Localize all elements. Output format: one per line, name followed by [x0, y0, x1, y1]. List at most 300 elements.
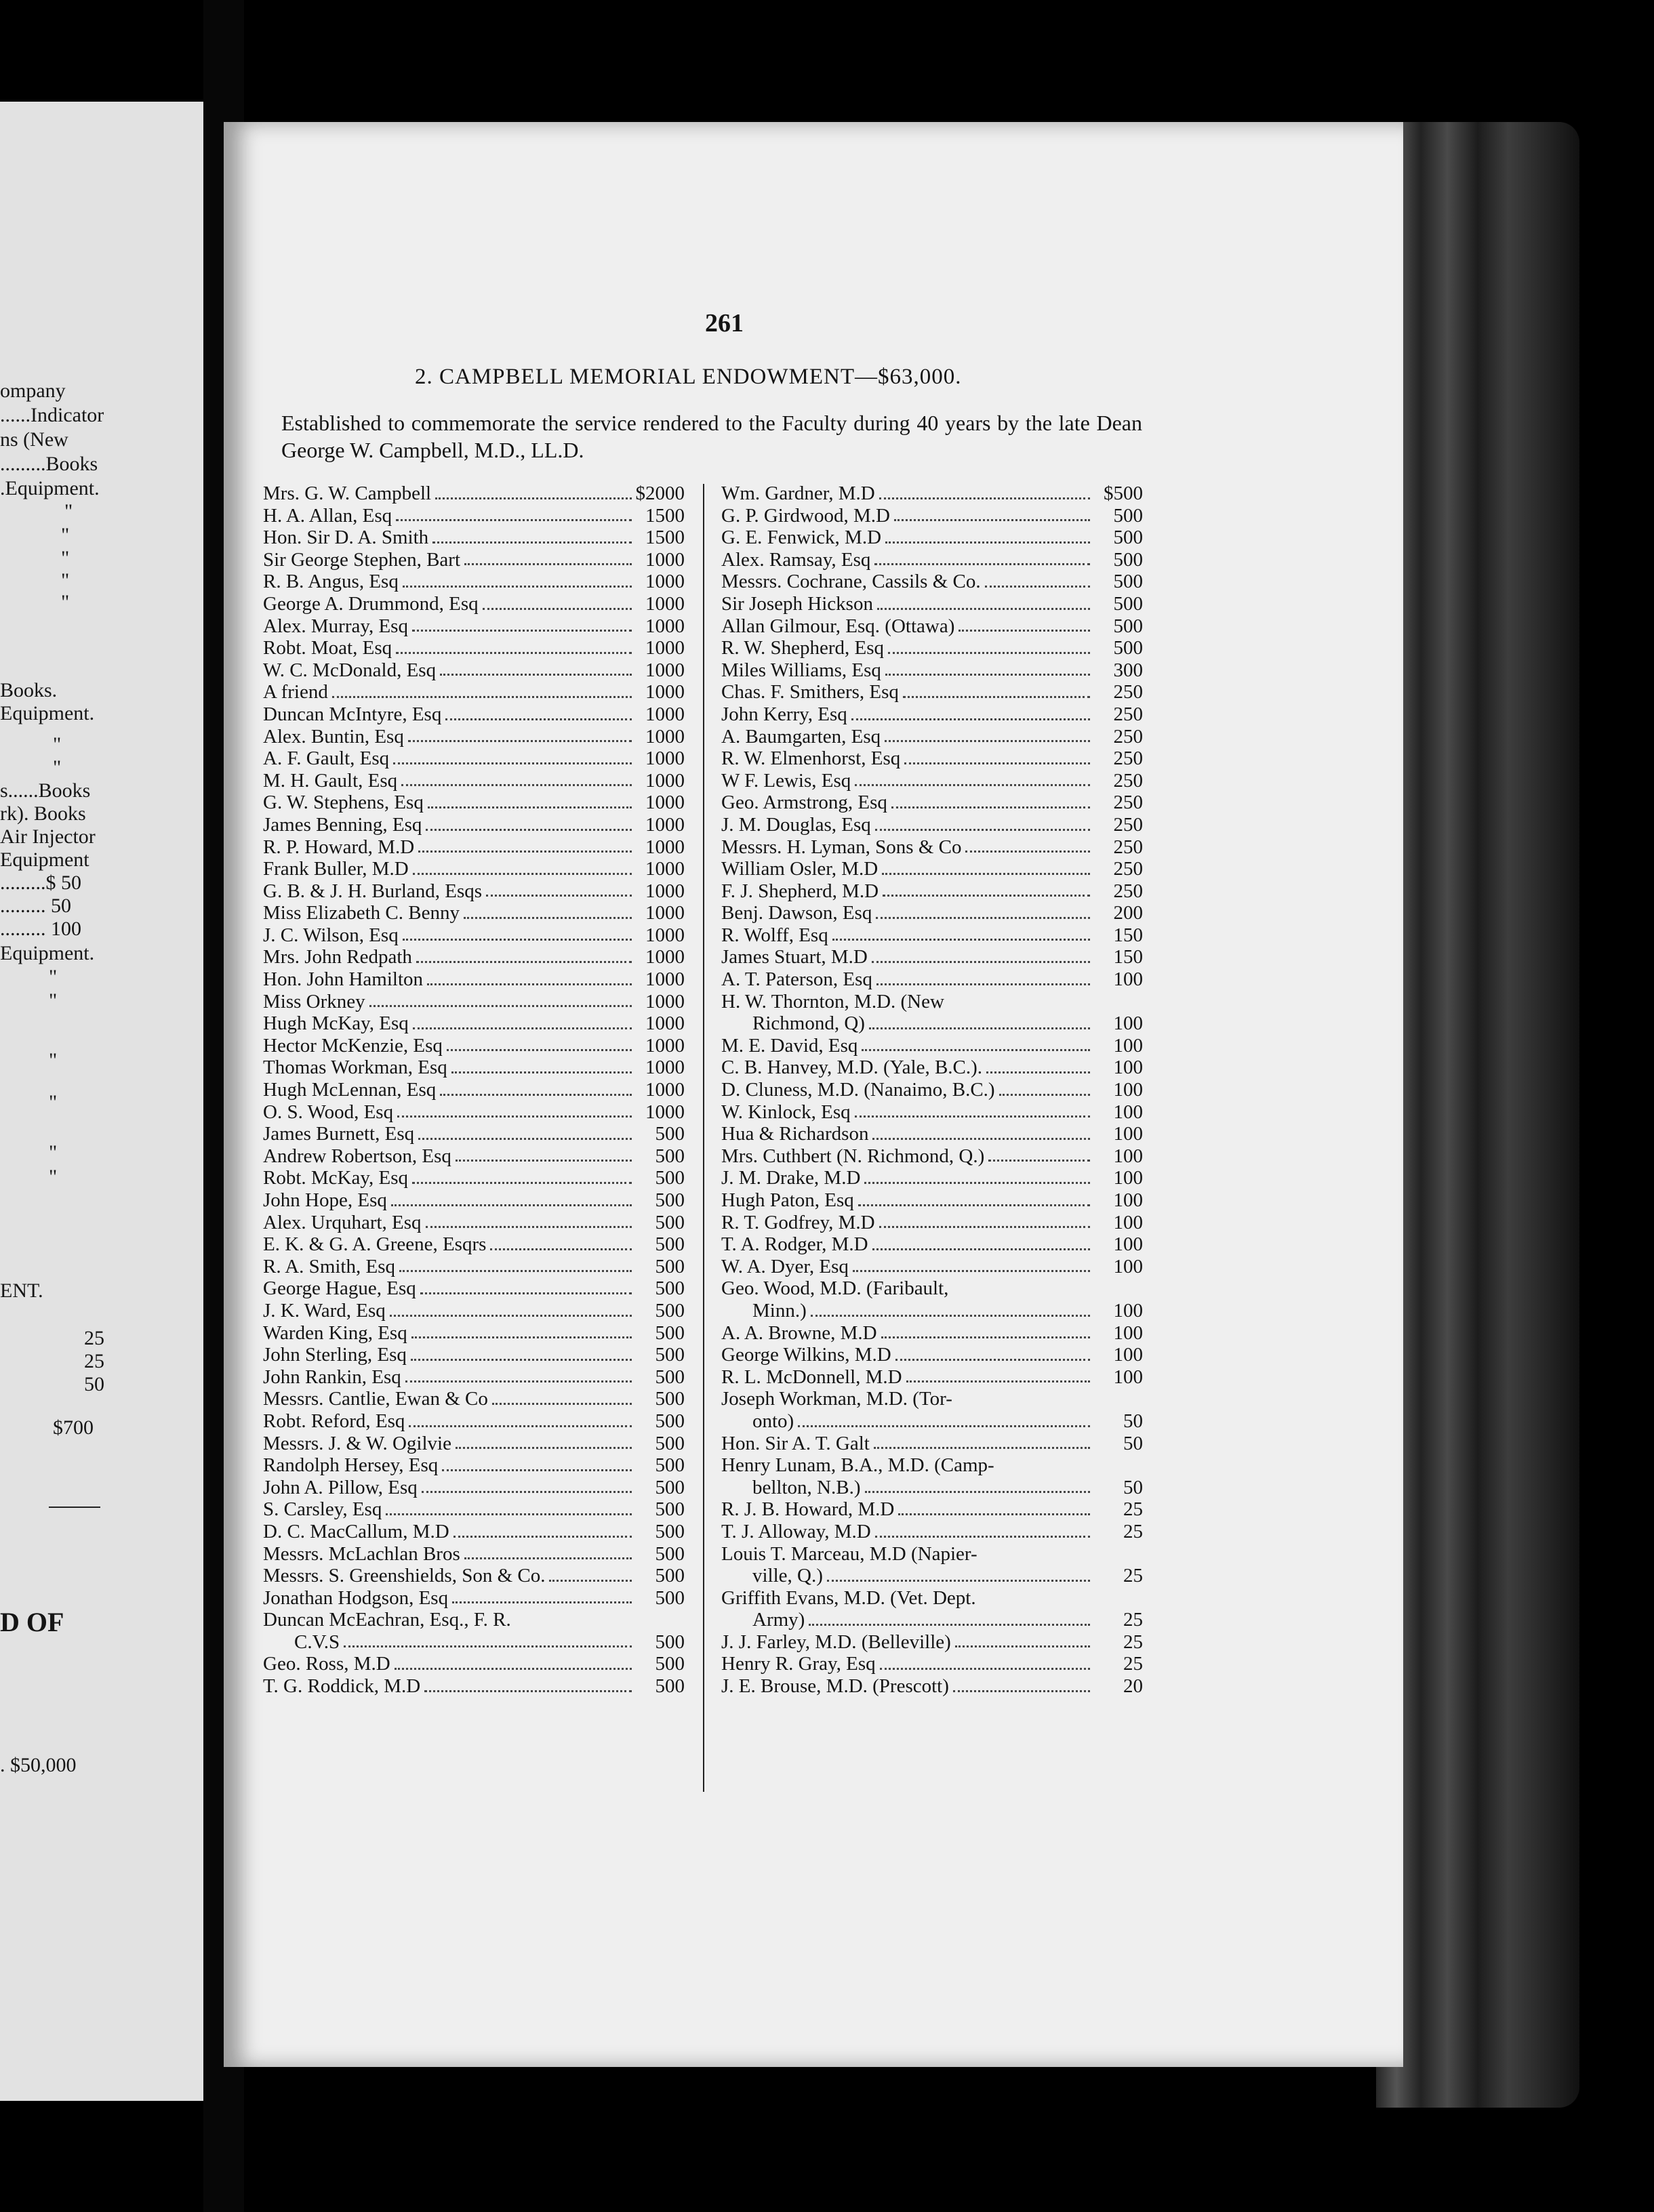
donor-entry	[263, 1521, 685, 1543]
donor-entry	[263, 1388, 685, 1410]
dot-leader	[390, 1315, 632, 1317]
donor-entry	[263, 1366, 685, 1389]
donor-entry	[721, 1543, 1143, 1565]
dot-leader	[411, 1336, 632, 1338]
facing-page-fragment: .........Books	[0, 453, 98, 475]
dot-leader	[809, 1624, 1090, 1626]
donor-name: H. A. Allan, Esq	[263, 504, 392, 527]
donor-list-right	[721, 483, 1143, 1698]
dot-leader	[440, 674, 632, 676]
donor-entry	[721, 549, 1143, 571]
dot-leader	[432, 541, 632, 544]
donor-entry	[263, 814, 685, 836]
dot-leader	[426, 1226, 632, 1228]
donation-amount: 1000	[645, 858, 685, 880]
donor-entry	[263, 1344, 685, 1366]
donor-name: R. J. B. Howard, M.D	[721, 1498, 895, 1521]
facing-page-fragment: "	[61, 569, 70, 592]
donation-amount: 500	[655, 1520, 685, 1542]
intro-paragraph: Established to commemorate the service rendered to the Faculty during 40 years by the late Dean George W. Campbell, M.D., LL.D.	[281, 411, 1142, 462]
donor-name: Louis T. Marceau, M.D (Napier-	[721, 1542, 977, 1565]
dot-leader	[440, 1094, 632, 1096]
donation-amount: 25	[1123, 1609, 1143, 1631]
donor-name: John Rankin, Esq	[263, 1366, 401, 1388]
donor-name: H. W. Thornton, M.D. (New	[721, 990, 944, 1012]
donor-name: John Sterling, Esq	[263, 1344, 407, 1366]
donor-entry	[721, 792, 1143, 814]
dot-leader	[393, 762, 632, 764]
donor-entry	[721, 924, 1143, 947]
donor-entry	[263, 1079, 685, 1101]
donor-name: T. J. Alloway, M.D	[721, 1520, 871, 1542]
donation-amount: 25	[1123, 1631, 1143, 1653]
dot-leader	[412, 630, 632, 632]
donor-name: A. T. Paterson, Esq	[721, 968, 872, 991]
donation-amount: 100	[1113, 1079, 1143, 1101]
dot-leader	[486, 895, 632, 897]
donor-name: J. C. Wilson, Esq	[263, 924, 399, 946]
donor-name: Richmond, Q)	[752, 1012, 865, 1035]
dot-leader	[855, 1115, 1090, 1118]
donor-name: J. M. Drake, M.D	[721, 1167, 861, 1189]
dot-leader	[445, 718, 632, 720]
donor-name: Mrs. G. W. Campbell	[263, 483, 432, 504]
donation-amount: 500	[655, 1344, 685, 1366]
donor-entry	[721, 1035, 1143, 1057]
facing-page-fragment: "	[49, 1091, 58, 1113]
donor-name: C.V.S	[294, 1631, 340, 1653]
donation-amount: 500	[655, 1189, 685, 1211]
donor-name: D. C. MacCallum, M.D	[263, 1520, 449, 1542]
donor-name: Warden King, Esq	[263, 1322, 407, 1344]
donation-amount: 500	[655, 1454, 685, 1477]
donation-amount: 1000	[645, 659, 685, 681]
donation-amount: 250	[1113, 747, 1143, 770]
donor-name: Allan Gilmour, Esq. (Ottawa)	[721, 615, 955, 637]
donor-entry	[263, 1167, 685, 1189]
dot-leader	[880, 1668, 1090, 1670]
facing-page-fragment: ......... 100	[0, 918, 81, 940]
donor-name: Hon. John Hamilton	[263, 968, 424, 991]
donor-name: Messrs. McLachlan Bros	[263, 1542, 460, 1565]
donor-name: Messrs. S. Greenshields, Son & Co.	[263, 1565, 546, 1587]
facing-page-fragment: ompany	[0, 380, 66, 402]
donation-amount: 500	[655, 1586, 685, 1609]
donor-entry	[721, 1256, 1143, 1278]
donor-entry	[263, 991, 685, 1013]
donor-name: George Wilkins, M.D	[721, 1344, 891, 1366]
donor-name: William Osler, M.D	[721, 858, 879, 880]
dot-leader	[869, 1027, 1090, 1029]
donor-name: Mrs. John Redpath	[263, 946, 412, 968]
dot-leader	[412, 1182, 632, 1184]
donor-entry	[721, 483, 1143, 505]
dot-leader	[885, 740, 1090, 742]
donation-amount: 500	[655, 1476, 685, 1498]
donor-entry	[263, 1300, 685, 1322]
donor-name: Frank Buller, M.D	[263, 858, 409, 880]
donor-name: R. T. Godfrey, M.D	[721, 1211, 875, 1233]
dot-leader	[811, 1315, 1090, 1317]
donation-amount: 250	[1113, 769, 1143, 792]
donation-amount: 500	[655, 1675, 685, 1698]
donor-name: Alex. Buntin, Esq	[263, 725, 404, 747]
donation-amount: 250	[1113, 836, 1143, 858]
donor-entry	[721, 527, 1143, 549]
donation-amount: 25	[1123, 1653, 1143, 1675]
donor-entry	[263, 792, 685, 814]
dot-leader	[986, 1071, 1090, 1073]
donor-name: C. B. Hanvey, M.D. (Yale, B.C.).	[721, 1057, 983, 1079]
donor-name: Messrs. J. & W. Ogilvie	[263, 1432, 451, 1454]
donation-amount: 1000	[645, 725, 685, 747]
dot-leader	[999, 1094, 1090, 1096]
donation-amount: 25	[1123, 1520, 1143, 1542]
donor-entry	[721, 1012, 1143, 1035]
donor-name: Robt. Moat, Esq	[263, 637, 392, 659]
donor-name: D. Cluness, M.D. (Nanaimo, B.C.)	[721, 1079, 995, 1101]
donor-entry	[721, 637, 1143, 659]
facing-page-fragment: 50	[84, 1373, 104, 1395]
page-edges	[1376, 122, 1579, 2108]
donor-entry	[263, 1498, 685, 1521]
donor-entry	[263, 637, 685, 659]
donor-entry	[263, 1322, 685, 1345]
donor-entry	[263, 1410, 685, 1433]
dot-leader	[401, 784, 632, 786]
dot-leader	[883, 895, 1090, 897]
donor-name: Hua & Richardson	[721, 1123, 869, 1145]
donor-entry	[721, 703, 1143, 726]
facing-page-fragment: Books.	[0, 679, 58, 701]
donation-amount: 100	[1113, 1034, 1143, 1057]
donor-name: R. B. Angus, Esq	[263, 571, 399, 593]
donor-name: Robt. Reford, Esq	[263, 1410, 405, 1432]
donation-amount: 50	[1123, 1432, 1143, 1454]
dot-leader	[955, 1645, 1090, 1647]
donor-name: Benj. Dawson, Esq	[721, 902, 872, 924]
donor-name: Hon. Sir D. A. Smith	[263, 527, 429, 549]
dot-leader	[416, 961, 632, 963]
donation-amount: 1000	[645, 592, 685, 615]
dot-leader	[395, 1668, 632, 1670]
donor-name: W. A. Dyer, Esq	[721, 1255, 849, 1277]
dot-leader	[418, 851, 632, 853]
donor-entry	[721, 1388, 1143, 1410]
donor-name: Hugh McKay, Esq	[263, 1012, 409, 1035]
donor-entry	[263, 659, 685, 682]
donation-amount: 100	[1113, 1145, 1143, 1167]
donation-amount: 1000	[645, 637, 685, 659]
donation-amount: 500	[655, 1322, 685, 1344]
donor-name: G. E. Fenwick, M.D	[721, 527, 882, 549]
donor-entry	[721, 1233, 1143, 1256]
donation-amount: 1000	[645, 571, 685, 593]
donor-name: George Hague, Esq	[263, 1277, 416, 1300]
dot-leader	[411, 1359, 632, 1361]
facing-page-fragment: . $50,000	[0, 1754, 77, 1776]
donation-amount: 500	[1113, 504, 1143, 527]
donor-name: R. L. McDonnell, M.D	[721, 1366, 902, 1388]
donor-name: Hector McKenzie, Esq	[263, 1034, 443, 1057]
donation-amount: $2000	[635, 483, 685, 504]
facing-page-fragment: ......... 50	[0, 895, 71, 917]
donor-entry	[263, 1123, 685, 1145]
donation-amount: 1000	[645, 924, 685, 946]
donation-amount: $500	[1104, 483, 1143, 504]
total-rule	[49, 1507, 100, 1508]
facing-page	[0, 102, 203, 2101]
donor-name: Geo. Ross, M.D	[263, 1653, 390, 1675]
donor-entry	[263, 1012, 685, 1035]
donor-entry	[263, 1189, 685, 1212]
donor-entry	[263, 1277, 685, 1300]
donor-name: Duncan McIntyre, Esq	[263, 703, 442, 725]
donation-amount: 500	[655, 1388, 685, 1410]
donor-entry	[263, 505, 685, 527]
donor-name: Sir Joseph Hickson	[721, 592, 873, 615]
donor-name: F. J. Shepherd, M.D	[721, 880, 879, 902]
dot-leader	[875, 829, 1090, 831]
dot-leader	[877, 608, 1090, 610]
donor-name: Joseph Workman, M.D. (Tor-	[721, 1388, 952, 1410]
dot-leader	[332, 696, 632, 698]
donor-entry	[263, 1035, 685, 1057]
donation-amount: 500	[1113, 615, 1143, 637]
dot-leader	[427, 983, 632, 985]
facing-page-fragment: "	[49, 989, 58, 1012]
donor-entry	[263, 1653, 685, 1675]
donor-name: J. J. Farley, M.D. (Belleville)	[721, 1631, 951, 1653]
dot-leader	[409, 1425, 632, 1427]
donation-amount: 500	[655, 1255, 685, 1277]
donor-entry	[263, 1057, 685, 1079]
donor-name: A. Baumgarten, Esq	[721, 725, 881, 747]
donor-entry	[721, 1344, 1143, 1366]
donor-entry	[721, 593, 1143, 615]
dot-leader	[851, 718, 1090, 720]
donor-name: M. E. David, Esq	[721, 1034, 858, 1057]
dot-leader	[396, 652, 632, 654]
donor-name: W. C. McDonald, Esq	[263, 659, 437, 681]
donor-name: R. W. Shepherd, Esq	[721, 637, 885, 659]
facing-page-fragment: ENT.	[0, 1279, 43, 1302]
dot-leader	[408, 740, 632, 742]
donation-amount: 250	[1113, 703, 1143, 725]
donor-entry	[263, 1587, 685, 1610]
facing-page-fragment: $700	[53, 1416, 94, 1439]
dot-leader	[827, 1580, 1090, 1582]
facing-page-fragment: "	[64, 500, 73, 523]
donor-entry	[721, 571, 1143, 593]
facing-page-fragment: D OF	[0, 1607, 64, 1637]
donor-entry	[721, 1477, 1143, 1499]
donor-entry	[721, 770, 1143, 792]
section-title: 2. CAMPBELL MEMORIAL ENDOWMENT—$63,000.	[415, 365, 962, 389]
donor-entry	[721, 659, 1143, 682]
donor-entry	[263, 770, 685, 792]
donor-entry	[263, 1256, 685, 1278]
donor-name: James Benning, Esq	[263, 813, 422, 836]
donor-entry	[721, 1521, 1143, 1543]
donor-entry	[721, 615, 1143, 638]
facing-page-fragment: .........$ 50	[0, 872, 81, 894]
donor-entry	[263, 593, 685, 615]
donor-name: Alex. Ramsay, Esq	[721, 548, 871, 571]
donor-entry	[721, 1322, 1143, 1345]
donation-amount: 1000	[645, 946, 685, 968]
donor-entry	[721, 968, 1143, 991]
donation-amount: 500	[655, 1498, 685, 1521]
donor-entry	[263, 527, 685, 549]
donation-amount: 100	[1113, 1233, 1143, 1256]
donor-entry	[721, 747, 1143, 770]
dot-leader	[885, 541, 1090, 544]
facing-page-fragment: Equipment.	[0, 942, 95, 964]
donation-amount: 1000	[645, 769, 685, 792]
donor-entry	[263, 924, 685, 947]
dot-leader	[428, 806, 632, 808]
donation-amount: 1000	[645, 1012, 685, 1035]
donation-amount: 250	[1113, 858, 1143, 880]
donation-amount: 250	[1113, 725, 1143, 747]
dot-leader	[832, 939, 1090, 941]
donor-name: Messrs. Cantlie, Ewan & Co	[263, 1388, 488, 1410]
donation-amount: 1000	[645, 1057, 685, 1079]
donor-entry	[263, 1233, 685, 1256]
donor-name: G. P. Girdwood, M.D	[721, 504, 890, 527]
dot-leader	[898, 1513, 1090, 1515]
donor-entry	[721, 1300, 1143, 1322]
donor-name: Hugh McLennan, Esq	[263, 1079, 437, 1101]
dot-leader	[456, 1160, 632, 1162]
facing-page-fragment: 25	[84, 1350, 104, 1372]
donor-entry	[721, 1212, 1143, 1234]
donor-name: Minn.)	[752, 1299, 807, 1322]
donor-entry	[263, 946, 685, 968]
donor-entry	[721, 991, 1143, 1013]
donor-name: Miles Williams, Esq	[721, 659, 881, 681]
facing-page-fragment: "	[53, 733, 62, 756]
dot-leader	[435, 497, 631, 499]
dot-leader	[420, 1292, 632, 1294]
donor-name: Alex. Murray, Esq	[263, 615, 408, 637]
dot-leader	[872, 1138, 1090, 1140]
dot-leader	[865, 1491, 1091, 1493]
donor-name: Henry Lunam, B.A., M.D. (Camp-	[721, 1454, 994, 1477]
donation-amount: 500	[1113, 548, 1143, 571]
donor-name: Randolph Hersey, Esq	[263, 1454, 439, 1477]
donation-amount: 1000	[645, 813, 685, 836]
donor-name: A. F. Gault, Esq	[263, 747, 390, 770]
donor-name: James Burnett, Esq	[263, 1123, 415, 1145]
facing-page-fragment: "	[61, 524, 70, 546]
donor-entry	[721, 1565, 1143, 1587]
page-number: 261	[705, 309, 744, 337]
dot-leader	[344, 1645, 632, 1647]
donor-name: Thomas Workman, Esq	[263, 1057, 447, 1079]
donor-entry	[263, 726, 685, 748]
donor-entry	[263, 571, 685, 593]
donor-entry	[263, 902, 685, 924]
donation-amount: 1000	[645, 1034, 685, 1057]
column-divider	[703, 484, 704, 1792]
donation-amount: 500	[1113, 571, 1143, 593]
donor-entry	[721, 1410, 1143, 1433]
donor-entry	[721, 1079, 1143, 1101]
donation-amount: 1000	[645, 990, 685, 1012]
donor-name: Hugh Paton, Esq	[721, 1189, 854, 1211]
donor-entry	[263, 1565, 685, 1587]
facing-page-fragment: "	[53, 756, 62, 779]
donor-entry	[721, 1057, 1143, 1079]
donor-entry	[721, 880, 1143, 903]
donation-amount: 500	[655, 1277, 685, 1300]
donor-name: Griffith Evans, M.D. (Vet. Dept.	[721, 1586, 976, 1609]
donor-entry	[263, 615, 685, 638]
donation-amount: 1000	[645, 836, 685, 858]
dot-leader	[888, 652, 1090, 654]
donor-entry	[263, 1101, 685, 1124]
dot-leader	[422, 1491, 632, 1493]
dot-leader	[490, 1248, 632, 1250]
donor-name: Chas. F. Smithers, Esq	[721, 681, 899, 703]
dot-leader	[965, 851, 1090, 853]
donation-amount: 500	[1113, 527, 1143, 549]
donation-amount: 500	[655, 1233, 685, 1256]
donor-entry	[263, 1675, 685, 1698]
donation-amount: 1000	[645, 548, 685, 571]
dot-leader	[874, 1447, 1090, 1449]
dot-leader	[872, 961, 1090, 963]
dot-leader	[453, 1536, 632, 1538]
donation-amount: 100	[1113, 968, 1143, 991]
dot-leader	[864, 1182, 1090, 1184]
donor-entry	[721, 505, 1143, 527]
donor-entry	[721, 858, 1143, 880]
donor-entry	[721, 1653, 1143, 1675]
facing-page-fragment: Equipment	[0, 848, 89, 871]
facing-page-fragment: rk). Books	[0, 802, 86, 825]
dot-leader	[447, 1049, 632, 1051]
donor-name: Mrs. Cuthbert (N. Richmond, Q.)	[721, 1145, 985, 1167]
donation-amount: 1000	[645, 1101, 685, 1123]
dot-leader	[853, 1270, 1090, 1272]
facing-page-fragment: "	[49, 966, 58, 988]
donor-entry	[721, 902, 1143, 924]
donor-name: E. K. & G. A. Greene, Esqrs	[263, 1233, 487, 1256]
donation-amount: 1500	[645, 527, 685, 549]
donor-entry	[721, 1123, 1143, 1145]
facing-page-fragment: "	[49, 1141, 58, 1164]
donation-amount: 100	[1113, 1101, 1143, 1123]
dot-leader	[391, 1204, 632, 1206]
dot-leader	[903, 696, 1090, 698]
dot-leader	[874, 563, 1090, 565]
donor-name: Duncan McEachran, Esq., F. R.	[263, 1609, 511, 1631]
dot-leader	[891, 806, 1090, 808]
dot-leader	[855, 784, 1090, 786]
donation-amount: 50	[1123, 1476, 1143, 1498]
donor-name: Henry R. Gray, Esq	[721, 1653, 876, 1675]
donation-amount: 250	[1113, 880, 1143, 902]
donor-entry	[721, 1433, 1143, 1455]
dot-leader	[413, 1027, 632, 1029]
donor-entry	[263, 747, 685, 770]
donation-amount: 1000	[645, 1079, 685, 1101]
donor-name: James Stuart, M.D	[721, 946, 868, 968]
donation-amount: 500	[1113, 592, 1143, 615]
